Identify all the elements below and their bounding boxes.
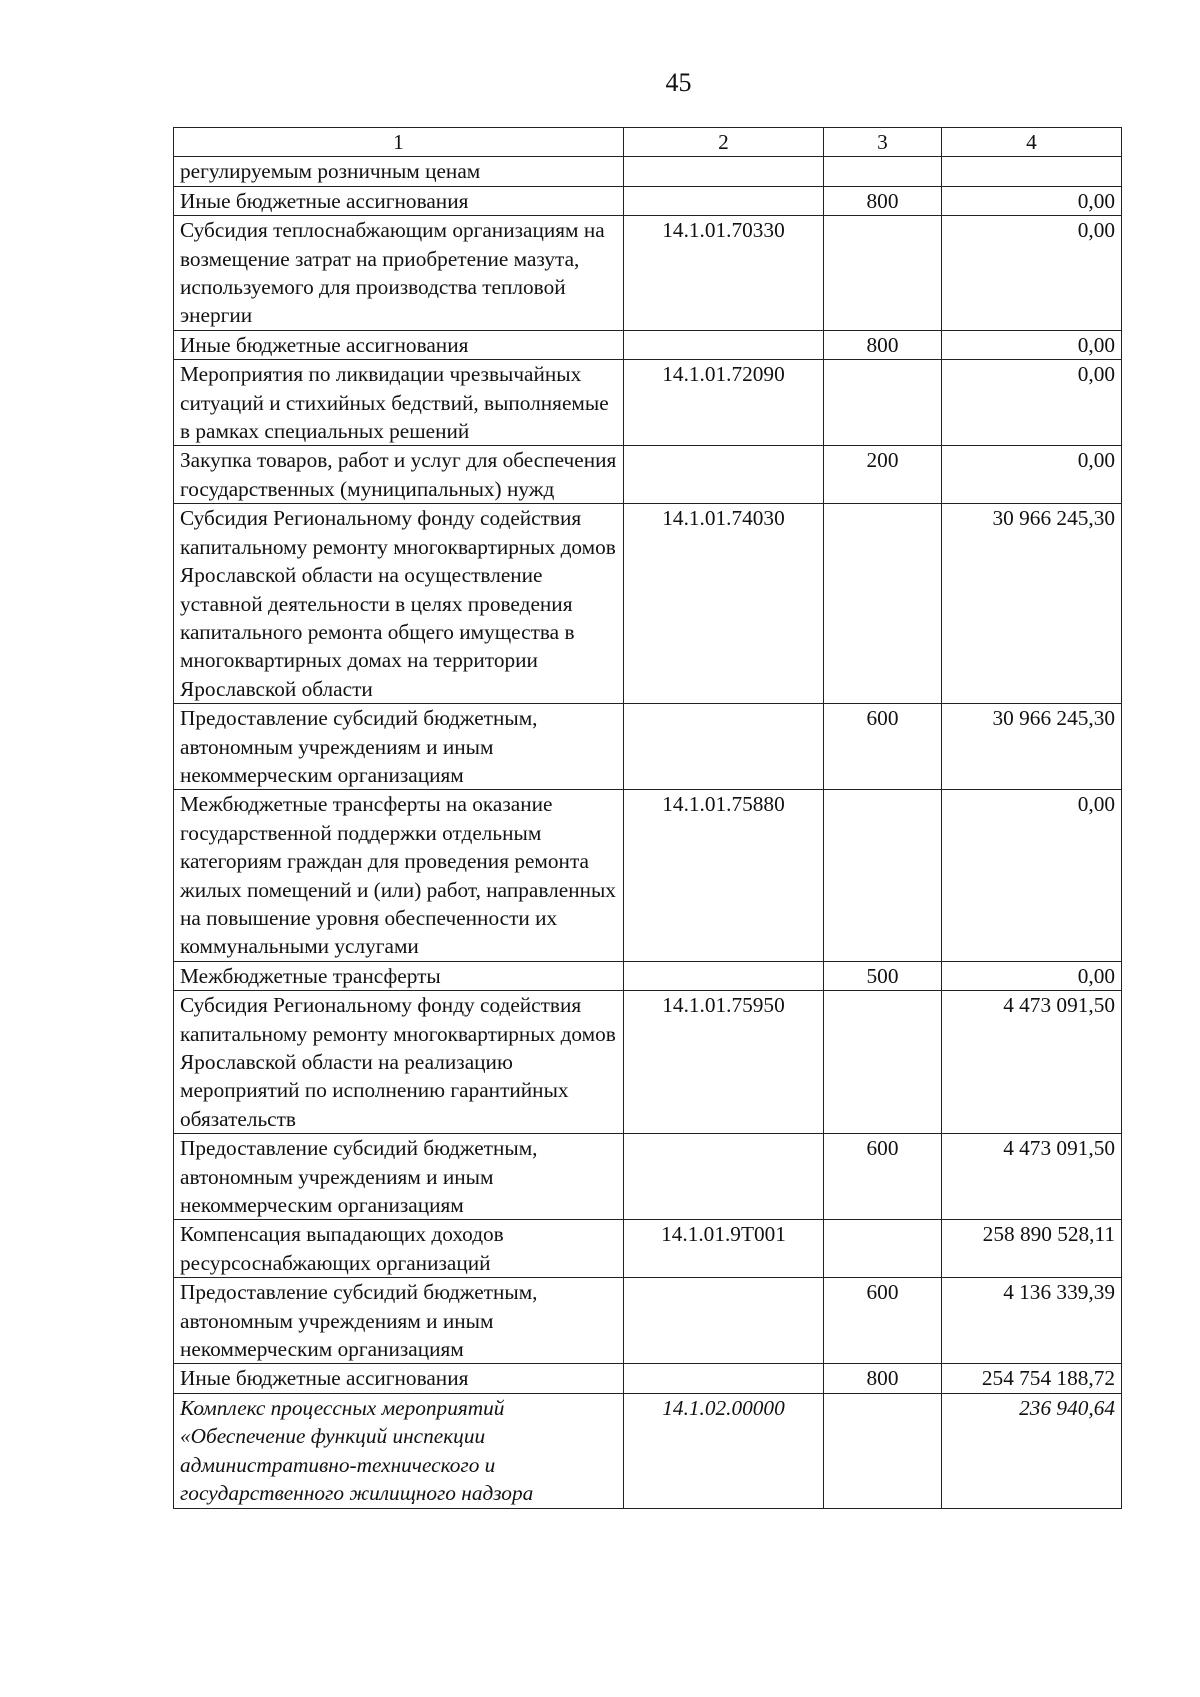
column-header-4: 4 — [942, 128, 1122, 157]
row-expense-type-cell — [824, 991, 942, 1134]
row-amount-cell: 236 940,64 — [942, 1393, 1122, 1508]
row-code-cell: 14.1.01.75950 — [624, 991, 824, 1134]
row-code-cell — [624, 1364, 824, 1393]
row-amount-cell — [942, 157, 1122, 186]
row-expense-type-cell — [824, 157, 942, 186]
row-code-cell: 14.1.01.70330 — [624, 216, 824, 331]
row-name-cell: Предоставление субсидий бюджетным, автономным учреждениям и иным некоммерческим организациям — [174, 1278, 624, 1364]
row-name-cell: Субсидия теплоснабжающим организациям на возмещение затрат на приобретение мазута, используемого для производства тепловой энергии — [174, 216, 624, 331]
row-code-cell: 14.1.01.74030 — [624, 504, 824, 704]
row-expense-type-cell: 600 — [824, 704, 942, 790]
table-row — [174, 216, 1122, 331]
row-expense-type-cell — [824, 504, 942, 704]
row-expense-type-cell — [824, 216, 942, 331]
row-name-cell: Мероприятия по ликвидации чрезвычайных ситуаций и стихийных бедствий, выполняемые в рамках специальных решений — [174, 360, 624, 446]
row-amount-cell: 0,00 — [942, 216, 1122, 331]
row-code-cell: 14.1.01.75880 — [624, 790, 824, 961]
row-code-cell — [624, 186, 824, 215]
row-name-cell: Иные бюджетные ассигнования — [174, 1364, 624, 1393]
row-amount-cell: 4 136 339,39 — [942, 1278, 1122, 1364]
table-row — [174, 157, 1122, 186]
table-row — [174, 1220, 1122, 1278]
row-amount-cell: 0,00 — [942, 330, 1122, 359]
table-body — [174, 157, 1122, 1508]
row-expense-type-cell: 800 — [824, 1364, 942, 1393]
table-row — [174, 1393, 1122, 1508]
row-name-cell: Компенсация выпадающих доходов ресурсоснабжающих организаций — [174, 1220, 624, 1278]
row-expense-type-cell: 600 — [824, 1278, 942, 1364]
row-amount-cell: 258 890 528,11 — [942, 1220, 1122, 1278]
table-header — [174, 128, 1122, 157]
header-row — [174, 128, 1122, 157]
row-expense-type-cell: 600 — [824, 1134, 942, 1220]
row-amount-cell: 0,00 — [942, 360, 1122, 446]
row-code-cell — [624, 1278, 824, 1364]
table-row — [174, 704, 1122, 790]
row-name-cell: Межбюджетные трансферты на оказание государственной поддержки отдельным категориям граждан для проведения ремонта жилых помещений и (или) работ, направленных на повышение уровня обеспеченности их коммунальными услугами — [174, 790, 624, 961]
row-code-cell — [624, 704, 824, 790]
table-row — [174, 991, 1122, 1134]
row-expense-type-cell — [824, 360, 942, 446]
row-code-cell: 14.1.01.72090 — [624, 360, 824, 446]
row-name-cell: Предоставление субсидий бюджетным, автономным учреждениям и иным некоммерческим организациям — [174, 1134, 624, 1220]
row-amount-cell: 0,00 — [942, 186, 1122, 215]
row-amount-cell: 0,00 — [942, 446, 1122, 504]
table-row — [174, 1364, 1122, 1393]
row-code-cell — [624, 330, 824, 359]
row-code-cell — [624, 961, 824, 990]
row-expense-type-cell — [824, 790, 942, 961]
row-amount-cell: 4 473 091,50 — [942, 991, 1122, 1134]
row-amount-cell: 30 966 245,30 — [942, 504, 1122, 704]
row-name-cell: Предоставление субсидий бюджетным, автономным учреждениям и иным некоммерческим организациям — [174, 704, 624, 790]
row-expense-type-cell: 200 — [824, 446, 942, 504]
row-name-cell: Закупка товаров, работ и услуг для обеспечения государственных (муниципальных) нужд — [174, 446, 624, 504]
row-expense-type-cell: 500 — [824, 961, 942, 990]
table-row — [174, 790, 1122, 961]
row-expense-type-cell — [824, 1393, 942, 1508]
table-row — [174, 186, 1122, 215]
row-amount-cell: 4 473 091,50 — [942, 1134, 1122, 1220]
table-row — [174, 1278, 1122, 1364]
column-header-3: 3 — [824, 128, 942, 157]
row-code-cell: 14.1.01.9Т001 — [624, 1220, 824, 1278]
row-name-cell: Иные бюджетные ассигнования — [174, 186, 624, 215]
table-row — [174, 961, 1122, 990]
row-name-cell: регулируемым розничным ценам — [174, 157, 624, 186]
row-code-cell — [624, 446, 824, 504]
row-amount-cell: 30 966 245,30 — [942, 704, 1122, 790]
row-name-cell: Комплекс процессных мероприятий «Обеспечение функций инспекции административно-технического и государственного жилищного надзора — [174, 1393, 624, 1508]
row-amount-cell: 0,00 — [942, 790, 1122, 961]
row-code-cell: 14.1.02.00000 — [624, 1393, 824, 1508]
row-name-cell: Субсидия Региональному фонду содействия капитальному ремонту многоквартирных домов Ярославской области на реализацию мероприятий по исполнению гарантийных обязательств — [174, 991, 624, 1134]
row-expense-type-cell — [824, 1220, 942, 1278]
budget-table — [173, 127, 1122, 1509]
row-name-cell: Субсидия Региональному фонду содействия капитальному ремонту многоквартирных домов Ярославской области на осуществление уставной деятельности в целях проведения капитального ремонта общего имущества в многоквартирных домах на территории Ярославской области — [174, 504, 624, 704]
table-row — [174, 330, 1122, 359]
table-row — [174, 446, 1122, 504]
row-name-cell: Межбюджетные трансферты — [174, 961, 624, 990]
row-expense-type-cell: 800 — [824, 186, 942, 215]
table-row — [174, 504, 1122, 704]
row-expense-type-cell: 800 — [824, 330, 942, 359]
row-amount-cell: 254 754 188,72 — [942, 1364, 1122, 1393]
row-name-cell: Иные бюджетные ассигнования — [174, 330, 624, 359]
page-number: 45 — [665, 68, 692, 97]
table-row — [174, 1134, 1122, 1220]
row-code-cell — [624, 1134, 824, 1220]
row-code-cell — [624, 157, 824, 186]
row-amount-cell: 0,00 — [942, 961, 1122, 990]
table-row — [174, 360, 1122, 446]
column-header-1: 1 — [174, 128, 624, 157]
column-header-2: 2 — [624, 128, 824, 157]
